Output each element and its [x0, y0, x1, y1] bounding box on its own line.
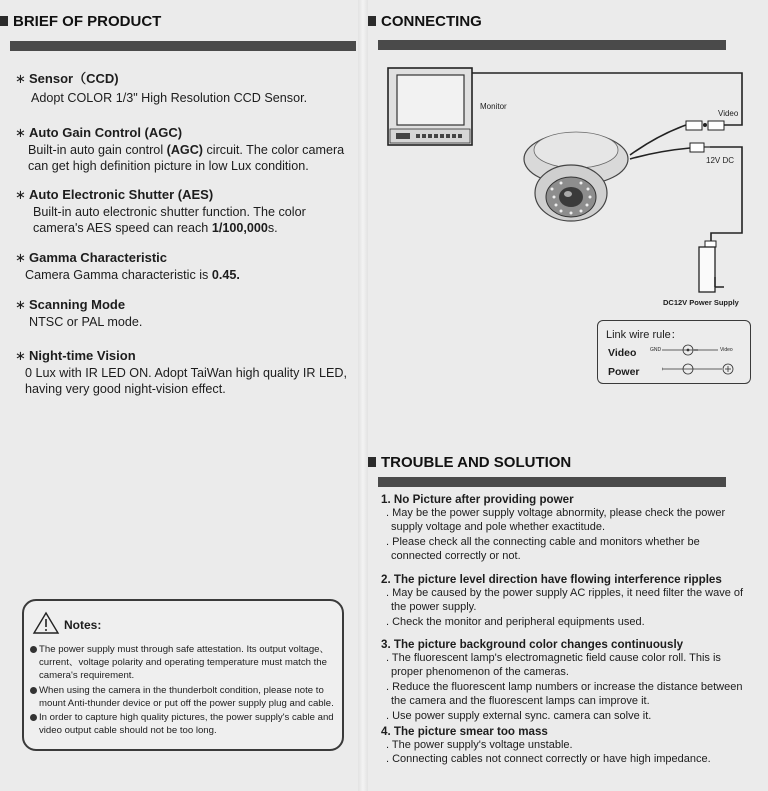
brief-item-night — [15, 348, 355, 397]
connection-diagram — [368, 55, 758, 315]
bullet-dot — [30, 714, 37, 721]
trouble-line: . Reduce the fluorescent lamp numbers or increase the distance between the camera and the fluorescent lamps can improve it. — [386, 680, 743, 708]
brief-item-aes — [15, 187, 355, 236]
notes-box — [22, 599, 344, 751]
trouble-line: . May be caused by the power supply AC ripples, it need filter the wave of the power supply. — [386, 587, 744, 614]
item-title: Night-time Vision — [29, 348, 136, 363]
trouble-line: . May be the power supply voltage abnormity, please check the power supply voltage and pole whether exactitude. — [386, 507, 726, 534]
monitor-label: Monitor — [480, 102, 507, 111]
dome-camera-icon — [524, 132, 628, 221]
trouble-item-1 — [381, 493, 751, 564]
trouble-item-4 — [381, 725, 751, 767]
trouble-line: . Use power supply external sync. camera can solve it. — [386, 709, 652, 722]
item-title: Sensor（CCD) — [29, 71, 119, 86]
notes-label: Notes: — [64, 618, 102, 632]
gnd-label: GND — [650, 347, 662, 353]
camera-cable — [630, 125, 686, 155]
trouble-line: . The power supply's voltage unstable. — [386, 739, 573, 751]
bullet-asterisk: ∗ — [15, 250, 26, 265]
trouble-heading-bar — [378, 477, 726, 487]
item-text: Adopt COLOR 1/3" High Resolution CCD Sensor. — [31, 91, 308, 105]
brief-item-sensor — [15, 68, 355, 106]
item-title: Auto Gain Control (AGC) — [29, 125, 183, 140]
connecting-heading: CONNECTING — [368, 13, 482, 30]
bullet-dot — [30, 646, 37, 653]
item-text: Built-in auto electronic shutter function. The color camera's AES speed can reach 1/100,000s. — [33, 205, 306, 235]
power-supply-icon — [699, 241, 724, 292]
warning-icon — [32, 611, 60, 635]
bullet-dot — [30, 687, 37, 694]
heading-marker — [0, 16, 8, 26]
power-supply-label: DC12V Power Supply — [663, 298, 739, 307]
video-connector-icon — [686, 121, 724, 130]
trouble-item-3 — [381, 638, 751, 723]
video-label: Video — [718, 109, 739, 118]
bullet-asterisk: ∗ — [15, 125, 26, 140]
item-text: Built-in auto gain control (AGC) circuit. The color camera can get high definition picture in low Lux condition. — [28, 143, 345, 173]
brief-heading-bar — [10, 41, 356, 51]
note-item: When using the camera in the thunderbolt condition, please note to mount Anti-thunder device or put off the power supply plug and cable. — [30, 684, 334, 710]
trouble-line: . Check the monitor and peripheral equipments used. — [386, 615, 645, 628]
heading-marker — [368, 16, 376, 26]
bullet-asterisk: ∗ — [15, 297, 26, 312]
item-text: Camera Gamma characteristic is 0.45. — [25, 268, 240, 282]
link-rule-symbols — [662, 343, 744, 379]
link-wire-rule-box — [597, 320, 751, 384]
item-title: Scanning Mode — [29, 297, 126, 312]
item-text: 0 Lux with IR LED ON. Adopt TaiWan high quality IR LED, having very good night-vision effect. — [25, 366, 347, 396]
monitor-icon — [388, 68, 472, 145]
trouble-line: . Please check all the connecting cable and monitors whether be connected correctly or not. — [386, 535, 700, 563]
trouble-title: 4. The picture smear too mass — [381, 725, 548, 738]
brief-heading: BRIEF OF PRODUCT — [0, 13, 161, 30]
bullet-asterisk: ∗ — [15, 348, 26, 363]
note-item: The power supply must through safe attestation. Its output voltage、 current、voltage polarity and operating temperature must match the camera's requirement. — [30, 643, 334, 683]
link-wire-rule-title: Link wire rule： — [606, 329, 682, 341]
link-video-label: Video — [608, 347, 637, 359]
link-power-label: Power — [608, 366, 640, 378]
dc-label: 12V DC — [706, 156, 735, 165]
bullet-asterisk: ∗ — [15, 187, 26, 202]
brief-item-gamma — [15, 250, 355, 283]
trouble-line: . The fluorescent lamp's electromagnetic field cause color roll. This is proper phenomenon of the cameras. — [386, 652, 721, 679]
item-title: Gamma Characteristic — [29, 250, 168, 265]
brief-item-agc — [15, 125, 355, 174]
trouble-title: 1. No Picture after providing power — [381, 493, 574, 506]
dc-connector-icon — [690, 143, 710, 152]
video-small-label: Video — [720, 347, 733, 353]
trouble-title: 3. The picture background color changes continuously — [381, 638, 684, 651]
page-fold — [358, 0, 368, 791]
video-cable — [472, 73, 742, 125]
trouble-title: 2. The picture level direction have flowing interference ripples — [381, 573, 722, 586]
item-text: NTSC or PAL mode. — [29, 315, 143, 329]
trouble-item-2 — [381, 573, 751, 629]
connecting-heading-bar — [378, 40, 726, 50]
notes-list — [30, 643, 334, 738]
brief-item-scanning — [15, 297, 355, 330]
trouble-heading: TROUBLE AND SOLUTION — [368, 454, 571, 471]
bullet-asterisk: ∗ — [15, 71, 26, 86]
heading-marker — [368, 457, 376, 467]
trouble-line: . Connecting cables not connect correctly or have high impedance. — [386, 753, 711, 766]
note-item: In order to capture high quality pictures, the power supply's cable and video output cable should not be too long. — [30, 711, 334, 737]
item-title: Auto Electronic Shutter (AES) — [29, 187, 214, 202]
